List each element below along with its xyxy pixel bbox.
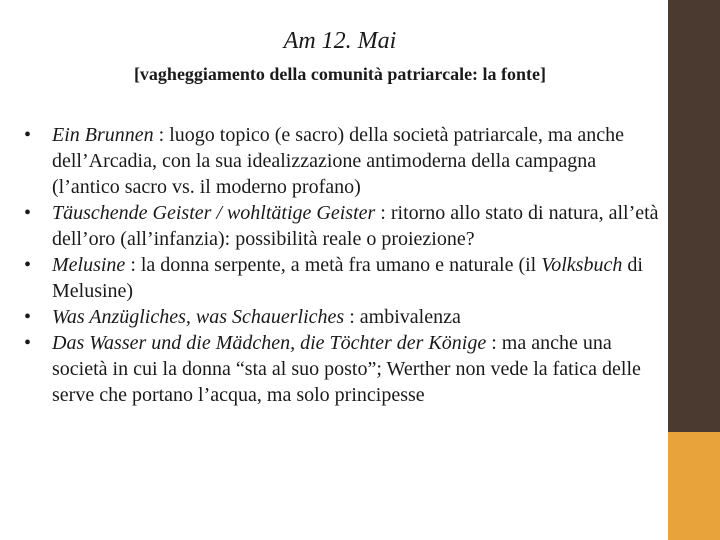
bullet-marker: • [24, 202, 32, 224]
bullet-text: : ma anche una società in cui la donna “sta al suo posto”; Werther non vede la fatica delle serve che portano l’acqua, ma solo principesse [52, 332, 641, 406]
slide-title: Am 12. Mai [283, 28, 397, 54]
bullet-italic-text: Das Wasser und die Mädchen, die Töchter der Könige [52, 332, 487, 354]
bullet-item [24, 252, 664, 304]
sidebar-accent-orange [668, 432, 720, 540]
bullet-italic-text: Was Anzügliches, was Schauerliches [52, 306, 345, 328]
bullet-text: : ritorno allo stato di natura, all’età dell’oro (all’infanzia): possibilità reale o proiezione? [52, 202, 659, 250]
bullet-item [24, 200, 664, 252]
bullet-italic-text: Täuschende Geister / wohltätige Geister [52, 202, 376, 224]
bullet-item [24, 330, 664, 408]
bullet-marker: • [24, 124, 32, 146]
bullet-text: : la donna serpente, a metà fra umano e naturale (il [125, 254, 542, 276]
bullet-text: di Melusine) [52, 254, 643, 302]
bullet-text: : luogo topico (e sacro) della società patriarcale, ma anche dell’Arcadia, con la sua idealizzazione antimoderna della campagna (l’antico sacro vs. il moderno profano) [52, 124, 624, 198]
slide-subtitle: [vagheggiamento della comunità patriarcale: la fonte] [133, 64, 547, 84]
bullet-text: : ambivalenza [344, 306, 461, 328]
bullet-italic-text: Melusine [52, 254, 126, 276]
bullet-italic-text: Volksbuch [541, 254, 623, 276]
bullet-marker: • [24, 306, 32, 328]
bullet-marker: • [24, 254, 32, 276]
bullet-item [24, 304, 664, 330]
bullet-italic-text: Ein Brunnen [52, 124, 154, 146]
bullet-item [24, 122, 664, 200]
bullet-list [24, 122, 664, 408]
bullet-marker: • [24, 332, 32, 354]
